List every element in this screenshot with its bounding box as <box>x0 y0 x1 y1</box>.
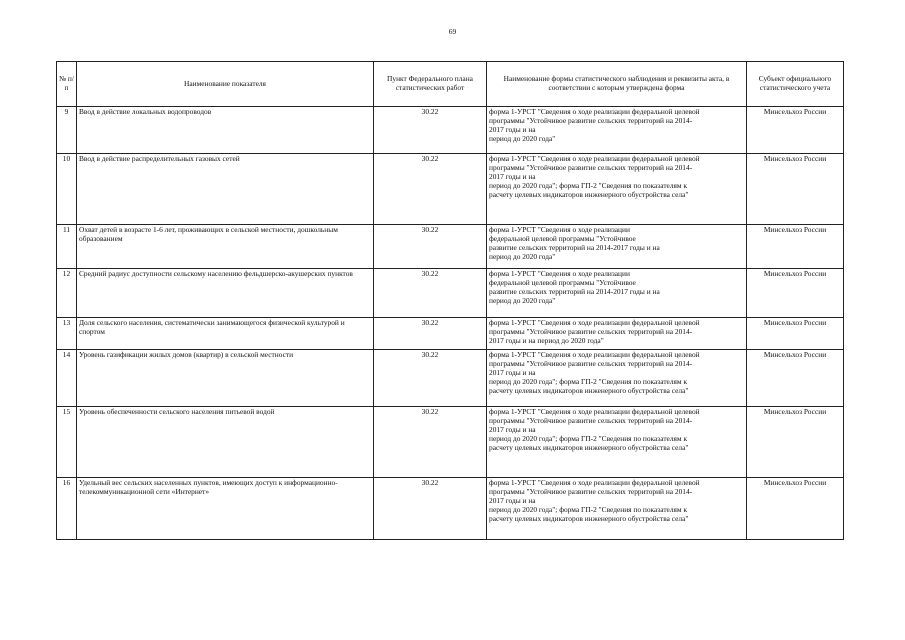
header-num: № п/п <box>57 62 77 107</box>
table-row <box>57 107 844 154</box>
form-line: программы "Устойчивое развитие сельских территорий на 2014- <box>489 486 693 496</box>
row-number: 16 <box>57 478 77 540</box>
table-body <box>57 107 844 540</box>
form-description <box>487 154 747 225</box>
statistics-subject: Минсельхоз России <box>747 107 844 154</box>
table-row <box>57 269 844 318</box>
form-line: период до 2020 года" <box>489 251 556 261</box>
form-line: период до 2020 года" <box>489 133 556 143</box>
form-line: программы "Устойчивое развитие сельских территорий на 2014- <box>489 326 693 336</box>
form-description <box>487 318 747 350</box>
form-line: форма 1-УРСТ "Сведения о ходе реализации федеральной целевой <box>489 318 700 327</box>
statistics-subject: Минсельхоз России <box>747 350 844 407</box>
indicator-name: Охват детей в возрасте 1-6 лет, проживающих в сельской местности, дошкольным образованием <box>77 225 374 269</box>
statistics-subject: Минсельхоз России <box>747 154 844 225</box>
form-line: расчету целевых индикаторов инженерного обустройства села" <box>489 442 689 452</box>
row-number: 10 <box>57 154 77 225</box>
indicator-name: Средний радиус доступности сельскому населению фельдшерско-акушерских пунктов <box>77 269 374 318</box>
form-line: 2017 годы и на <box>489 124 536 134</box>
form-line: расчету целевых индикаторов инженерного обустройства села" <box>489 513 689 523</box>
statistics-subject: Минсельхоз России <box>747 407 844 478</box>
form-description <box>487 350 747 407</box>
indicator-name: Ввод в действие распределительных газовых сетей <box>77 154 374 225</box>
form-line: 2017 годы и на <box>489 171 536 181</box>
plan-item: 30.22 <box>374 350 487 407</box>
statistics-subject: Минсельхоз России <box>747 318 844 350</box>
table-row <box>57 350 844 407</box>
form-line: период до 2020 года" <box>489 295 556 305</box>
statistics-subject: Минсельхоз России <box>747 225 844 269</box>
form-line: программы "Устойчивое развитие сельских территорий на 2014- <box>489 358 693 368</box>
form-line: программы "Устойчивое развитие сельских территорий на 2014- <box>489 162 693 172</box>
page-number: 69 <box>448 27 457 36</box>
header-indicator-name: Наименование показателя <box>77 62 374 107</box>
table-row <box>57 318 844 350</box>
form-line: развитие сельских территорий на 2014-2017 годы и на <box>489 242 660 252</box>
statistics-subject: Минсельхоз России <box>747 478 844 540</box>
form-line: форма 1-УРСТ "Сведения о ходе реализации федеральной целевой <box>489 478 700 487</box>
plan-item: 30.22 <box>374 318 487 350</box>
plan-item: 30.22 <box>374 154 487 225</box>
form-description <box>487 107 747 154</box>
plan-item: 30.22 <box>374 225 487 269</box>
header-subject: Субъект официального статистического учета <box>747 62 844 107</box>
row-number: 14 <box>57 350 77 407</box>
indicator-name: Уровень газификации жилых домов (квартир) в сельской местности <box>77 350 374 407</box>
indicator-name: Ввод в действие локальных водопроводов <box>77 107 374 154</box>
form-line: 2017 годы и на <box>489 424 536 434</box>
form-line: форма 1-УРСТ "Сведения о ходе реализации федеральной целевой <box>489 107 700 116</box>
form-line: программы "Устойчивое развитие сельских территорий на 2014- <box>489 115 693 125</box>
indicator-name: Доля сельского населения, систематически занимающегося физической культурой и спортом <box>77 318 374 350</box>
plan-item: 30.22 <box>374 269 487 318</box>
row-number: 13 <box>57 318 77 350</box>
table-header <box>57 62 844 107</box>
row-number: 9 <box>57 107 77 154</box>
form-line: расчету целевых индикаторов инженерного обустройства села" <box>489 385 689 395</box>
table-row <box>57 478 844 540</box>
form-description <box>487 478 747 540</box>
form-line: расчету целевых индикаторов инженерного обустройства села" <box>489 189 689 199</box>
statistics-subject: Минсельхоз России <box>747 269 844 318</box>
form-line: период до 2020 года"; форма ГП-2 "Сведения по показателям к <box>489 504 688 514</box>
form-line: 2017 годы и на <box>489 367 536 377</box>
row-number: 15 <box>57 407 77 478</box>
form-line: форма 1-УРСТ "Сведения о ходе реализации <box>489 269 630 278</box>
row-number: 11 <box>57 225 77 269</box>
table-row <box>57 407 844 478</box>
form-line: форма 1-УРСТ "Сведения о ходе реализации федеральной целевой <box>489 350 700 359</box>
plan-item: 30.22 <box>374 478 487 540</box>
form-line: период до 2020 года"; форма ГП-2 "Сведения по показателям к <box>489 433 688 443</box>
form-line: форма 1-УРСТ "Сведения о ходе реализации <box>489 225 630 234</box>
form-description <box>487 225 747 269</box>
form-line: федеральной целевой программы "Устойчивое <box>489 277 636 287</box>
form-line: 2017 годы и на период до 2020 года" <box>489 335 604 345</box>
form-line: развитие сельских территорий на 2014-2017 годы и на <box>489 286 660 296</box>
table-row <box>57 154 844 225</box>
plan-item: 30.22 <box>374 107 487 154</box>
form-line: период до 2020 года"; форма ГП-2 "Сведения по показателям к <box>489 180 688 190</box>
plan-item: 30.22 <box>374 407 487 478</box>
form-line: форма 1-УРСТ "Сведения о ходе реализации федеральной целевой <box>489 407 700 416</box>
form-line: форма 1-УРСТ "Сведения о ходе реализации федеральной целевой <box>489 154 700 163</box>
header-row <box>57 62 844 107</box>
header-form-name: Наименование формы статистического наблюдения и реквизиты акта, в соответствии с которым утверждена форма <box>487 62 747 107</box>
form-line: программы "Устойчивое развитие сельских территорий на 2014- <box>489 415 693 425</box>
form-line: 2017 годы и на <box>489 495 536 505</box>
form-description <box>487 407 747 478</box>
form-line: период до 2020 года"; форма ГП-2 "Сведения по показателям к <box>489 376 688 386</box>
header-plan-item: Пункт Федерального плана статистических работ <box>374 62 487 107</box>
form-description <box>487 269 747 318</box>
indicator-name: Удельный вес сельских населенных пунктов, имеющих доступ к информационно-телекоммуникационной сети «Интернет» <box>77 478 374 540</box>
row-number: 12 <box>57 269 77 318</box>
form-line: федеральной целевой программы "Устойчивое <box>489 233 636 243</box>
table-row <box>57 225 844 269</box>
indicator-name: Уровень обеспеченности сельского населения питьевой водой <box>77 407 374 478</box>
statistics-table <box>56 61 844 540</box>
